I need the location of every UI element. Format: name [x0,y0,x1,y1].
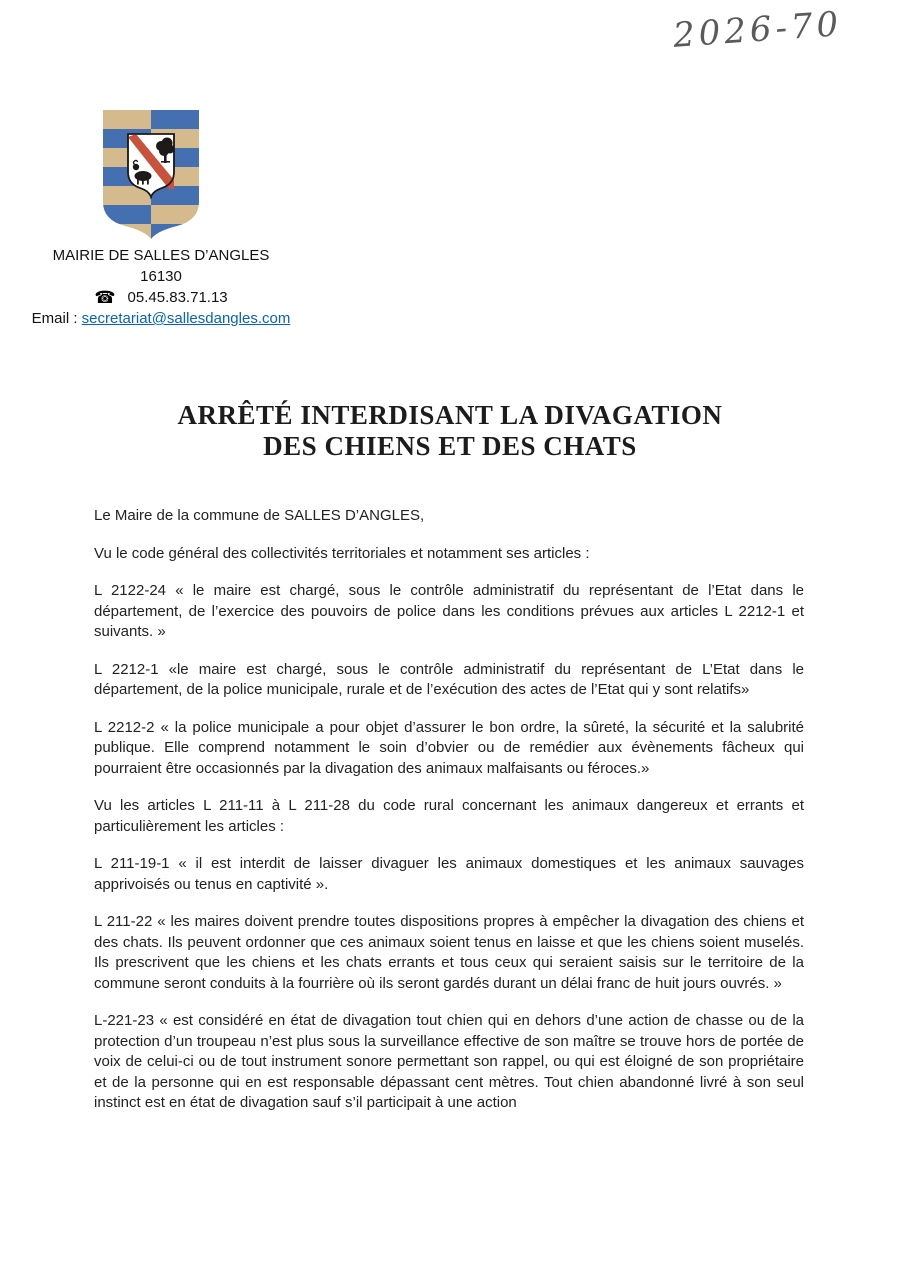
paragraph-l221-23: L-221-23 « est considéré en état de divagation tout chien qui en dehors d’une action de chasse ou de la protection d’un troupeau n’est plus sous la surveillance effective de son maître se trouve hors de portée de voix de celui-ci ou de tout instrument sonore permettant son rappel, ou qui est éloigné de son propriétaire et de la personne qui en est responsable dépassant cent mètres. Tout chien abandonné livré à son seul instinct est en état de divagation sauf s’il participait à une action [94,1012,804,1111]
title-line-1: ARRÊTÉ INTERDISANT LA DIVAGATION [177,400,723,430]
org-name: MAIRIE DE SALLES D’ANGLES [52,247,270,264]
coat-of-arms-icon [95,106,207,242]
email-line [15,309,307,329]
phone-line [15,288,307,308]
document-body [94,506,804,1131]
paragraph-l2122-24: L 2122-24 « le maire est chargé, sous le contrôle administratif du représentant de l’Etat dans le département, de l’exercice des pouvoirs de police dans les conditions prévues aux articles L 2212-1 et suivants. » [94,582,804,640]
telephone-icon: ☎ [94,288,116,307]
paragraph-intro: Le Maire de la commune de SALLES D’ANGLES, [94,507,425,524]
paragraph-l211-22: L 211-22 « les maires doivent prendre toutes dispositions propres à empêcher la divagation des chiens et des chats. Ils peuvent ordonner que ces animaux soient tenus en laisse et que les chiens soient muselés. Ils prescrivent que les chiens et les chats errants et tous ceux qui seraient saisis sur le territoire de la commune seront conduits à la fourrière où ils seront gardés durant un délai franc de huit jours ouvrés. » [94,913,804,992]
paragraph-l2212-2: L 2212-2 « la police municipale a pour objet d’assurer le bon ordre, la sûreté, la sécurité et la salubrité publique. Elle comprend notamment le soin d’obvier ou de remédier aux évènements fâcheux qui pourraient être occasionnés par la divagation des animaux malfaisants ou féroces.» [94,718,804,777]
title-line-2: DES CHIENS ET DES CHATS [263,431,637,461]
paragraph-l211-19-1: L 211-19-1 « il est interdit de laisser divaguer les animaux domestiques et les animaux sauvages apprivoisés ou tenus en captivité ». [94,855,804,893]
paragraph-l2212-1: L 2212-1 «le maire est chargé, sous le contrôle administratif du représentant de L’Etat dans le département, de la police municipale, rurale et de l’exécution des actes de l’Etat qui y sont relatifs» [94,660,804,698]
coat-of-arms [95,106,207,242]
phone-number: 05.45.83.71.13 [127,289,228,306]
postal-code: 16130 [140,268,182,285]
letterhead [15,246,307,330]
paragraph-vu-articles: Vu les articles L 211-11 à L 211-28 du code rural concernant les animaux dangereux et errants et particulièrement les articles : [94,797,804,835]
email-link[interactable]: secretariat@sallesdangles.com [81,310,291,327]
handwritten-reference-number: 2026-70 [671,4,844,56]
document-title [0,400,900,462]
paragraph-vu-code: Vu le code général des collectivités territoriales et notamment ses articles : [94,544,590,562]
email-label: Email : [31,310,78,327]
